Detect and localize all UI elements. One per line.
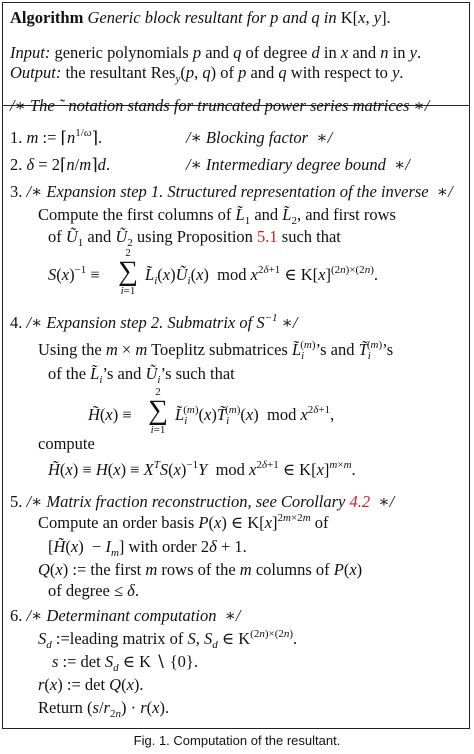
step-6-line-2: s := $\det S_d$ ∈ K ∖ {0}. bbox=[52, 652, 198, 674]
notation-note: /∗ The ˜ notation stands for truncated power series matrices ∗/ bbox=[10, 96, 430, 115]
step-4-formula-1-rhs: $L̃_i^{(m)}(x)T̃_i^{(m)}(x)$ mod $x^{2\delta+1}$, bbox=[175, 404, 335, 427]
step-6-header: 6. /∗ Determinant computation ∗/ bbox=[10, 606, 241, 625]
input-line: Input: generic polynomials p and q of degree d in x and n in y. bbox=[10, 43, 422, 62]
proposition-link[interactable]: 5.1 bbox=[257, 227, 278, 246]
output-line: Output: the resultant Res$_y$(p, q) of p and q with respect to y. bbox=[10, 63, 404, 85]
step-4-header: 4. /∗ Expansion step 2. Submatrix of $S^{-1}$ ∗/ bbox=[10, 312, 298, 332]
step-5-line-3: Q(x) := the first m rows of the m columns of P(x) bbox=[38, 560, 363, 579]
step-3-line-1: Compute the first columns of $L̃_1$ and $L̃_2$, and first rows bbox=[38, 205, 396, 227]
step-4-line-1: Using the m × m Toeplitz submatrices $L̃_i^{(m)}’s$ and $T̃_i^{(m)}’s$ bbox=[38, 339, 394, 362]
sum-symbol: 2 ∑ i=1 bbox=[148, 386, 168, 436]
step-2-comment: /∗ Intermediary degree bound ∗/ bbox=[186, 155, 410, 174]
step-5-line-1: Compute an order basis P(x) ∈ $K[x]^{2m\times 2m}$ of bbox=[38, 512, 329, 532]
step-6-line-3: r(x) := det Q(x). bbox=[38, 675, 144, 694]
step-3-formula-rhs: $L̃_i(x)Ũ_i(x)$ mod $x^{2\delta+1}$ ∈ $K[x]^{(2n)\times(2n)}$. bbox=[145, 264, 378, 287]
step-3-header: 3. /∗ Expansion step 1. Structured representation of the inverse ∗/ bbox=[10, 182, 453, 201]
step-6-line-4: Return $(s/r_{2n}) \cdot r(x)$. bbox=[38, 698, 170, 720]
corollary-link[interactable]: 4.2 bbox=[349, 492, 371, 511]
step-3-formula: $S(x)^{-1}$ ≡ bbox=[48, 264, 100, 284]
step-5-line-4: of degree ≤ δ. bbox=[48, 581, 139, 600]
figure-caption: Fig. 1. Computation of the resultant. bbox=[133, 733, 341, 748]
step-3-line-2: of $Ũ_1$ and $Ũ_2$ using Proposition 5.1 such that bbox=[48, 227, 341, 249]
step-6-line-1: $S_d$ :=leading matrix of S, $S_d$ ∈ $K^{(2n)\times(2n)}$. bbox=[38, 628, 298, 651]
sum-symbol: 2 ∑ i=1 bbox=[118, 247, 138, 297]
step-4-compute: compute bbox=[38, 434, 95, 453]
step-5-header: 5. /∗ Matrix fraction reconstruction, see Corollary 4.2 ∗/ bbox=[10, 492, 395, 511]
step-1-comment: /∗ Blocking factor ∗/ bbox=[186, 128, 333, 147]
step-2: 2. δ = 2⌈n/m⌉d. bbox=[10, 155, 110, 174]
step-1: 1. m := $⌈n^{1/\omega}⌉$. bbox=[10, 127, 103, 147]
algorithm-title: Algorithm Generic block resultant for p and q in K[x, y]. bbox=[10, 8, 391, 27]
step-4-line-2: of the $L̃_i’s$ and $Ũ_i’s$ such that bbox=[48, 364, 235, 386]
step-4-formula-2: H̃(x) ≡ $H(x) \equiv X^TS(x)^{-1}Y$ mod $x^{2\delta+1}$ ∈ $K[x]^{m\times m}$. bbox=[48, 459, 356, 479]
step-4-formula-1: H̃(x) ≡ bbox=[88, 405, 132, 424]
step-5-line-2: [H̃(x) − $I_m$] with order 2δ + 1. bbox=[48, 537, 247, 559]
